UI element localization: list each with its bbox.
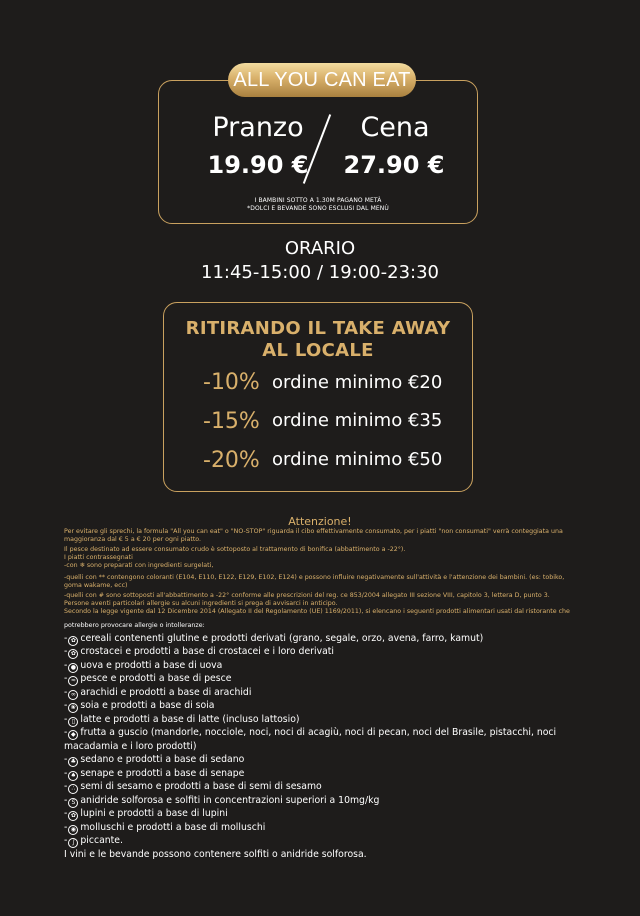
dinner-price: 27.90 €	[343, 151, 445, 179]
discount-text: ordine minimo €35	[272, 410, 443, 431]
allergen-item: - ♠ senape e prodotti a base di senape	[64, 768, 245, 779]
allergen-item: - ✿ lupini e prodotti a base di lupini	[64, 808, 228, 819]
celery-icon: ♣	[68, 757, 78, 767]
discount-pct: -20%	[203, 448, 260, 473]
dinner-label: Cena	[360, 112, 430, 143]
attention-line: Persone aventi particolari allergie su alcuni ingredienti si prega di avvisarci in anticipo.	[64, 600, 338, 607]
allergen-item: - ≈ pesce e prodotti a base di pesce	[64, 673, 232, 684]
discount-pct: -10%	[203, 370, 260, 395]
allergen-item: - ❀ soia e prodotti a base di soia	[64, 700, 215, 711]
allergen-item: - ∞ arachidi e prodotti a base di arachidi	[64, 687, 252, 698]
all-you-can-eat-badge: ALL YOU CAN EAT	[228, 63, 416, 97]
excluded-note: *DOLCI E BEVANDE SONO ESCLUSI DAL MENÙ	[247, 205, 389, 212]
mustard-icon: ♠	[68, 771, 78, 781]
crustacean-icon: ✿	[68, 649, 78, 659]
children-note: I BAMBINI SOTTO A 1.30M PAGANO METÀ	[254, 197, 382, 204]
peanut-icon: ∞	[68, 690, 78, 700]
attention-line: Per evitare gli sprechi, la formula "All you can eat" o "NO-STOP" riguarda il cibo effettivamente consumato, per i piatti "non consumati" verrà conteggiata una	[64, 528, 563, 535]
allergen-item: - ✿ cereali contenenti glutine e prodotti derivati (grano, segale, orzo, avena, farro, kamut)	[64, 633, 484, 644]
sesame-icon: ∴	[68, 784, 78, 794]
allergen-item: - S anidride solforosa e solfiti in concentrazioni superiori a 10mg/kg	[64, 795, 380, 806]
lupin-icon: ✿	[68, 811, 78, 821]
attention-line: I piatti contrassegnati	[64, 554, 133, 561]
allergen-item: - ∴ semi di sesamo e prodotti a base di semi di sesamo	[64, 781, 322, 792]
hours-title: ORARIO	[284, 238, 356, 259]
discount-text: ordine minimo €20	[272, 372, 443, 393]
attention-line: -quelli con # sono sottoposti all'abbattimento a -22° conforme alle prescrizioni del reg. ce 853/2004 allegato III sezione VIII, capitolo 3, lettera D, punto 3.	[64, 592, 550, 599]
lunch-label: Pranzo	[212, 112, 304, 143]
cereal-icon: ✿	[68, 636, 78, 646]
attention-line: goma wakame, ecc)	[64, 582, 128, 589]
nut-icon: ◆	[68, 730, 78, 740]
milk-icon: ▯	[68, 717, 78, 727]
attention-line: maggioranza dal € 5 a € 20 per ogni piatto.	[64, 536, 202, 543]
allergen-item: - ♣ sedano e prodotti a base di sedano	[64, 754, 245, 765]
attention-line: -con ❄ sono preparati con ingredienti surgelati,	[64, 562, 214, 569]
mollusc-icon: ◉	[68, 825, 78, 835]
allergen-item: - ▯ latte e prodotti a base di latte (incluso lattosio)	[64, 714, 300, 725]
allergen-item: - ✿ crostacei e prodotti a base di crostacei e i loro derivati	[64, 646, 335, 657]
soy-icon: ❀	[68, 703, 78, 713]
takeaway-title-1: RITIRANDO IL TAKE AWAY	[185, 318, 451, 339]
fish-icon: ≈	[68, 676, 78, 686]
attention-line: Il pesce destinato ad essere consumato crudo è sottoposto al trattamento di bonifica (abbattimento a -22°).	[64, 546, 406, 553]
hours-value: 11:45-15:00 / 19:00-23:30	[201, 262, 439, 283]
discount-pct: -15%	[203, 409, 260, 434]
lunch-price: 19.90 €	[207, 151, 309, 179]
takeaway-title-2: AL LOCALE	[262, 340, 374, 361]
allergen-item: - ● uova e prodotti a base di uova	[64, 660, 223, 671]
allergens-intro: potrebbero provocare allergie o intolleranze:	[64, 622, 205, 629]
attention-title: Attenzione!	[288, 515, 352, 528]
sulphite-icon: S	[68, 798, 78, 808]
chili-icon: ∫	[68, 838, 78, 848]
egg-icon: ●	[68, 663, 78, 673]
attention-line: Secondo la legge vigente dal 12 Dicembre 2014 (Allegato II del Regolamento (UE) 1169/2011), si elencano i seguenti prodotti alimentari usati dal ristorante che	[64, 608, 570, 615]
allergen-item: - ∫ piccante.	[64, 835, 123, 846]
allergen-item: - ◆ frutta a guscio (mandorle, nocciole, noci, noci di acagiù, noci di pecan, noci del Brasile, pistacchi, noci	[64, 727, 557, 738]
attention-line: -quelli con ** contengono coloranti (E104, E110, E122, E129, E102, E124) e possono influire negativamente sull'attività e l'attenzione dei bambini. (es: tobiko,	[64, 574, 565, 581]
allergen-item-continued: macadamia e i loro prodotti)	[64, 741, 197, 752]
discount-text: ordine minimo €50	[272, 449, 443, 470]
allergen-footer: I vini e le bevande possono contenere solfiti o anidride solforosa.	[64, 849, 367, 860]
allergen-item: - ◉ molluschi e prodotti a base di molluschi	[64, 822, 266, 833]
